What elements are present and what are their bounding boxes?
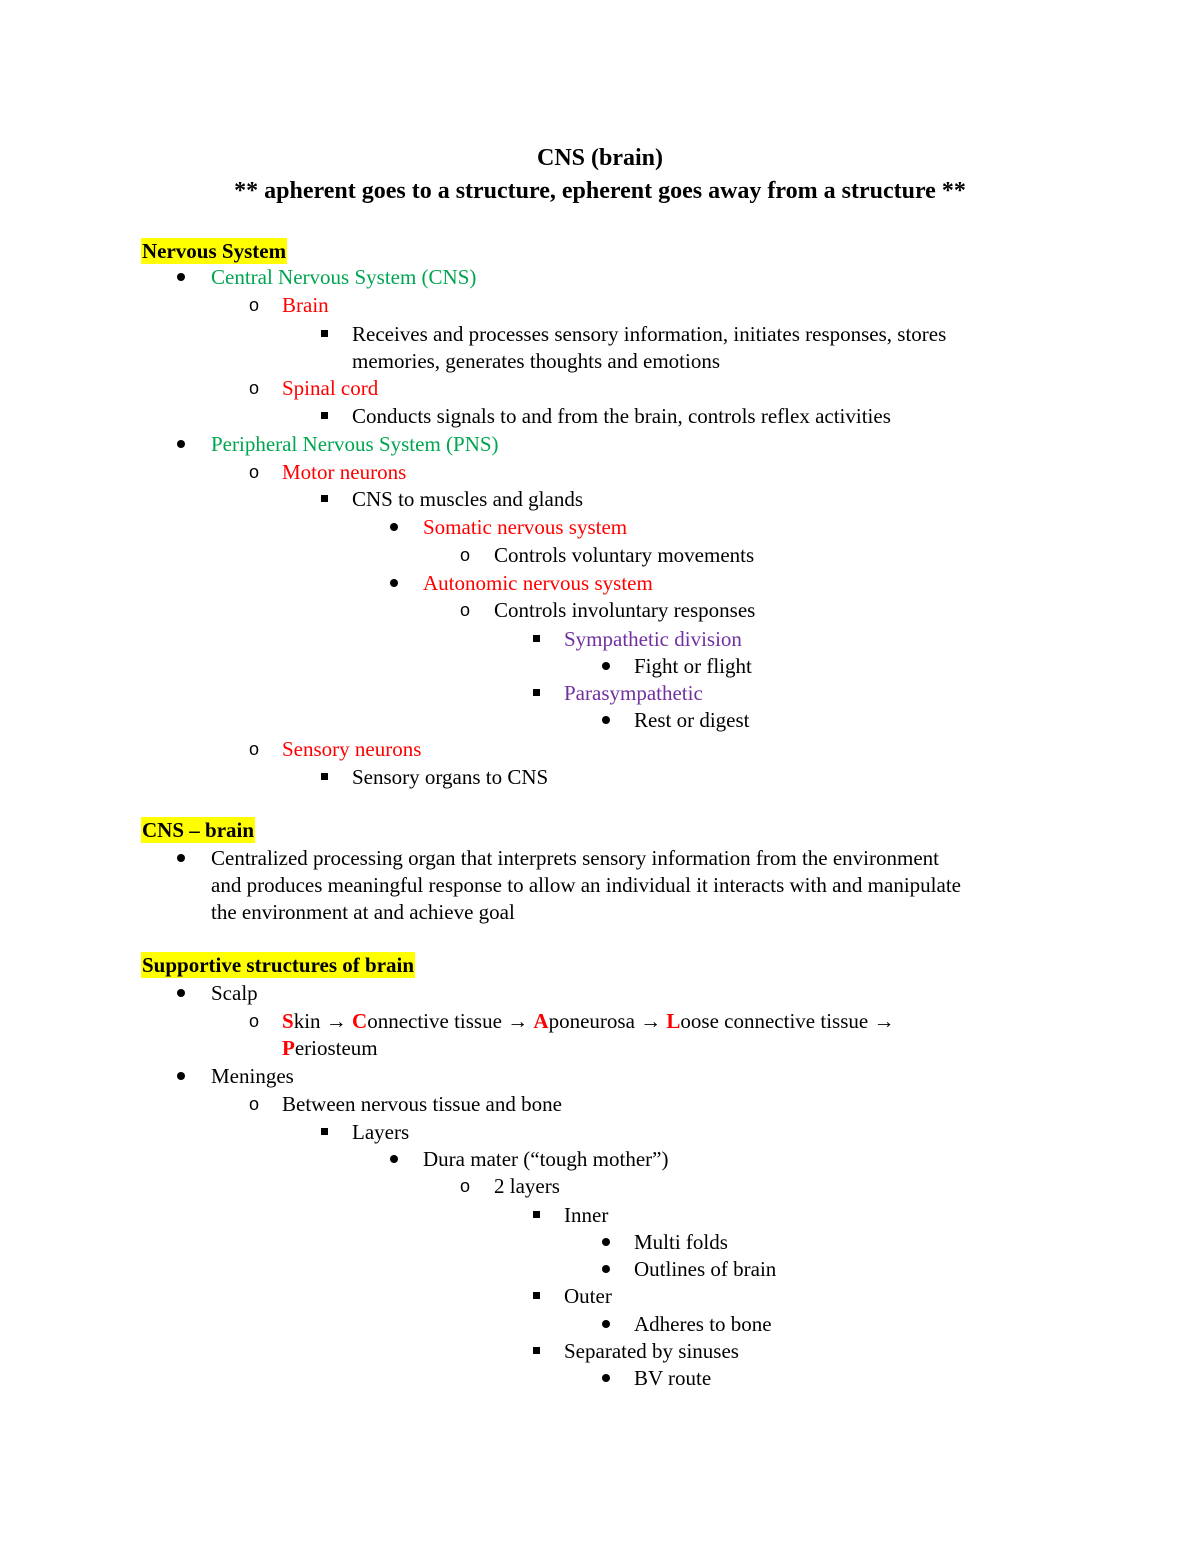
list-item: Rest or digest xyxy=(634,708,750,732)
disc-bullet-icon xyxy=(384,570,404,597)
list-item: Somatic nervous system xyxy=(423,515,628,539)
right-arrow-icon: → xyxy=(507,1009,529,1033)
list-item: Spinal cord xyxy=(282,376,379,400)
acronym-letter: C xyxy=(352,1009,368,1033)
list-item: Parasympathetic xyxy=(564,681,703,705)
list-item: CNS to muscles and glands xyxy=(352,487,583,511)
list-item: Outer xyxy=(564,1284,612,1308)
layer-text: eriosteum xyxy=(294,1036,378,1060)
acronym-letter: A xyxy=(533,1009,549,1033)
circle-bullet-icon: o xyxy=(459,600,470,620)
document-subtitle: ** apherent goes to a structure, epherent goes away from a structure ** xyxy=(234,178,966,204)
circle-bullet-icon: o xyxy=(248,1011,259,1031)
disc-bullet-icon xyxy=(171,980,191,1007)
list-item-continuation: and produces meaningful response to allow an individual it interacts with and manipulate xyxy=(211,873,961,897)
section-heading-cns-brain: CNS – brain xyxy=(142,818,255,842)
list-item: Autonomic nervous system xyxy=(423,571,653,595)
layer-text: kin xyxy=(293,1009,321,1033)
right-arrow-icon: → xyxy=(640,1009,662,1033)
list-item: Fight or flight xyxy=(634,654,752,678)
section-heading-supportive-structures: Supportive structures of brain xyxy=(142,953,415,977)
list-item: Separated by sinuses xyxy=(564,1339,739,1363)
acronym-letter: L xyxy=(666,1009,681,1033)
disc-bullet-icon xyxy=(171,845,191,872)
list-item: Inner xyxy=(564,1203,609,1227)
disc-bullet-icon xyxy=(171,431,191,458)
list-item: Peripheral Nervous System (PNS) xyxy=(211,432,499,456)
square-bullet-icon xyxy=(314,764,334,791)
square-bullet-icon xyxy=(526,1202,546,1229)
list-item: 2 layers xyxy=(494,1174,560,1198)
circle-bullet-icon: o xyxy=(248,295,259,315)
list-item: Outlines of brain xyxy=(634,1257,777,1281)
disc-bullet-icon xyxy=(596,1311,616,1338)
square-bullet-icon xyxy=(314,1119,334,1146)
list-item: Controls voluntary movements xyxy=(494,543,755,567)
right-arrow-icon: → xyxy=(325,1009,347,1033)
square-bullet-icon xyxy=(526,1283,546,1310)
square-bullet-icon xyxy=(314,486,334,513)
right-arrow-icon: → xyxy=(873,1009,895,1033)
layer-text: oose connective tissue xyxy=(680,1009,869,1033)
list-item: Meninges xyxy=(211,1064,294,1088)
circle-bullet-icon: o xyxy=(459,1176,470,1196)
list-item: Scalp xyxy=(211,981,258,1005)
list-item: Conducts signals to and from the brain, controls reflex activities xyxy=(352,404,891,428)
list-item: Controls involuntary responses xyxy=(494,598,756,622)
list-item-continuation: memories, generates thoughts and emotions xyxy=(352,349,721,373)
circle-bullet-icon: o xyxy=(248,462,259,482)
scalp-layers-line-continuation xyxy=(282,1035,378,1062)
disc-bullet-icon xyxy=(596,653,616,680)
list-item-continuation: the environment at and achieve goal xyxy=(211,900,515,924)
list-item: Brain xyxy=(282,293,329,317)
disc-bullet-icon xyxy=(596,707,616,734)
circle-bullet-icon: o xyxy=(459,545,470,565)
list-item: Between nervous tissue and bone xyxy=(282,1092,562,1116)
list-item: Sensory organs to CNS xyxy=(352,765,549,789)
list-item: Sympathetic division xyxy=(564,627,742,651)
layer-text: poneurosa xyxy=(548,1009,635,1033)
list-item: Sensory neurons xyxy=(282,737,422,761)
list-item: Adheres to bone xyxy=(634,1312,772,1336)
square-bullet-icon xyxy=(314,321,334,348)
list-item: Motor neurons xyxy=(282,460,407,484)
circle-bullet-icon: o xyxy=(248,739,259,759)
list-item: Centralized processing organ that interprets sensory information from the environment xyxy=(211,846,939,870)
disc-bullet-icon xyxy=(596,1365,616,1392)
scalp-layers-line xyxy=(282,1008,894,1035)
square-bullet-icon xyxy=(526,680,546,707)
acronym-letter: P xyxy=(282,1036,295,1060)
circle-bullet-icon: o xyxy=(248,378,259,398)
document-title: CNS (brain) xyxy=(536,145,663,171)
layer-text: onnective tissue xyxy=(367,1009,502,1033)
square-bullet-icon xyxy=(526,626,546,653)
list-item: Receives and processes sensory information, initiates responses, stores xyxy=(352,322,947,346)
circle-bullet-icon: o xyxy=(248,1094,259,1114)
list-item: BV route xyxy=(634,1366,712,1390)
list-item: Layers xyxy=(352,1120,410,1144)
disc-bullet-icon xyxy=(596,1229,616,1256)
disc-bullet-icon xyxy=(384,514,404,541)
square-bullet-icon xyxy=(314,403,334,430)
list-item: Central Nervous System (CNS) xyxy=(211,265,477,289)
disc-bullet-icon xyxy=(171,1063,191,1090)
acronym-letter: S xyxy=(282,1009,294,1033)
disc-bullet-icon xyxy=(171,264,191,291)
disc-bullet-icon xyxy=(384,1146,404,1173)
list-item: Dura mater (“tough mother”) xyxy=(423,1147,669,1171)
section-heading-nervous-system: Nervous System xyxy=(142,239,287,263)
square-bullet-icon xyxy=(526,1338,546,1365)
list-item: Multi folds xyxy=(634,1230,728,1254)
disc-bullet-icon xyxy=(596,1256,616,1283)
